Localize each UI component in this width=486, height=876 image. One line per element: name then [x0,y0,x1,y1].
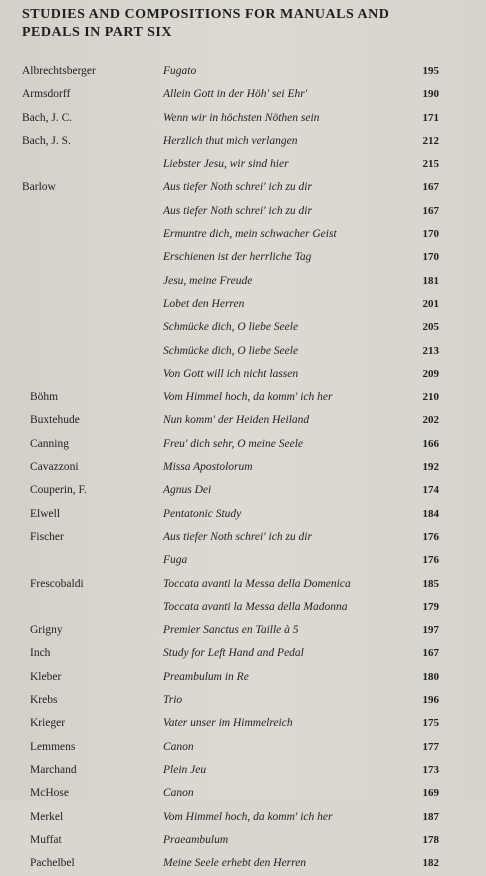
composition-title: Vater unser im Himmelreich [163,717,293,730]
composition-title: Fugato [163,65,197,77]
composition-title: Freu' dich sehr, O meine Seele [163,437,303,450]
index-entry [0,597,486,620]
index-entry [0,760,486,783]
index-entry [0,154,486,177]
composer-name: Krieger [30,717,66,730]
page-number: 169 [422,787,439,800]
index-entry [0,201,486,224]
page-number: 176 [422,554,439,567]
page-number: 209 [422,367,439,380]
composition-title: Aus tiefer Noth schrei' ich zu dir [163,530,312,543]
page-number: 173 [422,763,439,776]
composer-name: Bach, J. S. [22,134,71,147]
page-number: 190 [422,88,439,101]
composition-title: Fuga [163,554,188,567]
composer-name: Couperin, F. [30,484,87,497]
page-number: 184 [422,507,439,520]
heading-line-1: STUDIES AND COMPOSITIONS FOR MANUALS AND [22,7,390,22]
page-number: 197 [422,624,439,637]
composition-title: Preambulum in Re [163,670,249,683]
index-entry [0,364,486,387]
page-number: 196 [422,694,439,707]
composer-name: Barlow [22,181,56,194]
composer-name: Kleber [30,670,62,683]
page-number: 195 [422,65,439,77]
page-number: 180 [422,670,439,683]
composition-title: Premier Sanctus en Taille à 5 [163,624,299,637]
composition-title: Lobet den Herren [163,297,245,310]
composition-title: Study for Left Hand and Pedal [163,647,304,660]
index-entry [0,341,486,364]
composer-name: McHose [30,787,69,800]
composition-title: Von Gott will ich nicht lassen [163,367,299,380]
page-number: 174 [422,484,439,497]
page-number: 213 [422,344,439,357]
index-entry [0,108,486,131]
composition-title: Pentatonic Study [163,507,242,520]
page-number: 167 [422,204,439,217]
index-entry [0,853,486,876]
page-number: 182 [422,857,439,870]
composition-title: Canon [163,740,194,753]
composition-title: Toccata avanti la Messa della Domenica [163,577,351,590]
composer-name: Frescobaldi [30,577,84,590]
composition-title: Meine Seele erhebt den Herren [163,857,307,870]
page-number: 167 [422,181,439,194]
composer-name: Bach, J. C. [22,111,73,124]
composition-title: Ermuntre dich, mein schwacher Geist [163,228,337,241]
composition-title: Agnus Dei [163,484,212,497]
composer-name: Elwell [30,507,61,520]
composer-name: Böhm [30,391,59,404]
index-entry [0,294,486,317]
composer-name: Lemmens [30,740,76,753]
page-number: 177 [422,740,439,753]
composer-name: Pachelbel [30,857,75,870]
composition-title: Praeambulum [163,833,229,846]
index-entry [0,574,486,597]
index-entry [0,177,486,200]
page-number: 178 [422,833,439,846]
composer-name: Merkel [30,810,64,823]
index-entry [0,317,486,340]
page-number: 176 [422,530,439,543]
composition-title: Allein Gott in der Höh' sei Ehr' [163,88,308,101]
page-number: 212 [422,134,439,147]
composer-name: Cavazzoni [30,461,79,474]
index-entry [0,61,486,84]
index-entry [0,387,486,410]
index-entry [0,783,486,806]
page-number: 175 [422,717,439,730]
page-number: 192 [422,461,439,474]
composer-name: Marchand [30,763,77,776]
composition-title: Vom Himmel hoch, da komm' ich her [163,391,333,404]
composer-name: Grigny [30,624,63,637]
composition-title: Aus tiefer Noth schrei' ich zu dir [163,204,312,217]
composition-title: Canon [163,787,194,800]
section-heading [22,6,442,42]
composition-title: Aus tiefer Noth schrei' ich zu dir [163,181,312,194]
index-entry [0,271,486,294]
index-entry [0,643,486,666]
page-number: 167 [422,647,439,660]
composer-name: Albrechtsberger [22,65,96,77]
composer-name: Krebs [30,694,58,707]
composition-title: Vom Himmel hoch, da komm' ich her [163,810,333,823]
page-number: 171 [422,111,439,124]
page-number: 170 [422,251,439,264]
index-list [0,61,486,876]
heading-line-2: PEDALS IN PART SIX [22,25,172,40]
composition-title: Schmücke dich, O liebe Seele [163,344,299,357]
page-number: 205 [422,321,439,334]
index-entry [0,690,486,713]
index-entry [0,527,486,550]
composition-title: Herzlich thut mich verlangen [163,134,298,147]
page-number: 201 [422,297,439,310]
composition-title: Nun komm' der Heiden Heiland [163,414,310,427]
page-number: 215 [422,158,439,171]
composer-name: Buxtehude [30,414,80,427]
index-entry [0,131,486,154]
composition-title: Missa Apostolorum [163,461,253,474]
page-number: 181 [422,274,439,287]
index-entry [0,504,486,527]
page-number: 202 [422,414,439,427]
composition-title: Wenn wir in höchsten Nöthen sein [163,111,320,124]
composition-title: Toccata avanti la Messa della Madonna [163,600,348,613]
index-entry [0,620,486,643]
composition-title: Schmücke dich, O liebe Seele [163,321,299,334]
composition-title: Liebster Jesu, wir sind hier [163,158,289,171]
composition-title: Erschienen ist der herrliche Tag [163,251,312,264]
index-entry [0,807,486,830]
index-entry [0,434,486,457]
index-entry [0,713,486,736]
page-number: 166 [422,437,439,450]
composer-name: Fischer [30,530,64,543]
index-entry [0,224,486,247]
composition-title: Trio [163,694,183,707]
page-number: 185 [422,577,439,590]
composer-name: Muffat [30,833,62,846]
composition-title: Plein Jeu [163,763,207,776]
composer-name: Canning [30,437,69,450]
composer-name: Inch [30,647,51,660]
composer-name: Armsdorff [22,88,71,101]
page-number: 179 [422,600,439,613]
index-entry [0,550,486,573]
index-entry [0,737,486,760]
index-entry [0,457,486,480]
index-entry [0,830,486,853]
page-number: 187 [422,810,439,823]
index-entry [0,480,486,503]
page-number: 210 [422,391,439,404]
index-entry [0,667,486,690]
index-entry [0,410,486,433]
index-entry [0,247,486,270]
index-entry [0,84,486,107]
composition-title: Jesu, meine Freude [163,274,253,287]
page-number: 170 [422,228,439,241]
